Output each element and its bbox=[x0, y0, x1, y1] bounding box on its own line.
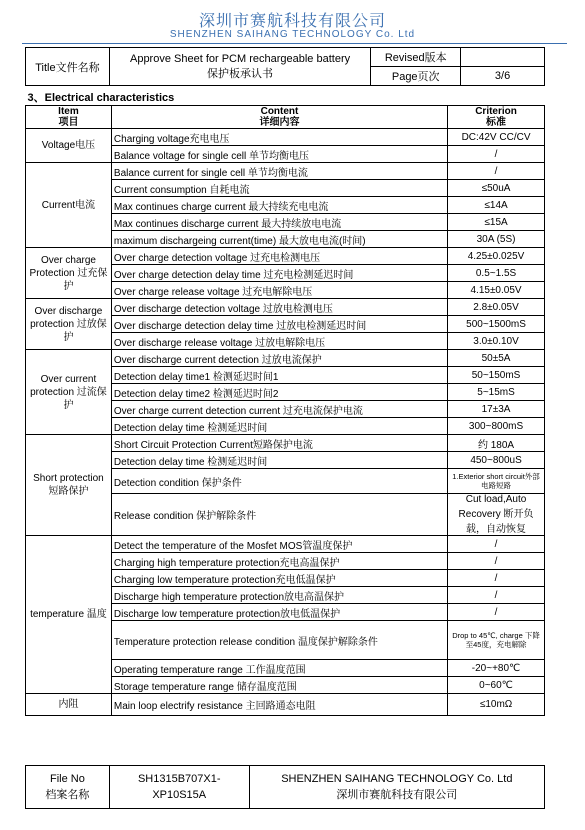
criterion-cell: / bbox=[448, 163, 545, 180]
content-cell: Charging high temperature protection充电高温保护 bbox=[111, 553, 447, 570]
criterion-cell: / bbox=[448, 570, 545, 587]
title-label: Title文件名称 bbox=[26, 48, 110, 86]
table-row bbox=[26, 350, 545, 367]
content-cell: Discharge high temperature protection放电高温保护 bbox=[111, 587, 447, 604]
electrical-characteristics-body bbox=[26, 129, 545, 716]
content-cell: Detection delay time1 检测延迟时间1 bbox=[111, 367, 447, 384]
section-title: 3、Electrical characteristics bbox=[26, 89, 545, 106]
content-cell: Short Circuit Protection Current短路保护电流 bbox=[111, 435, 447, 452]
criterion-cell: ≤14A bbox=[448, 197, 545, 214]
content-cell: Over charge detection delay time 过充电检测延迟时间 bbox=[111, 265, 447, 282]
electrical-characteristics-table bbox=[25, 89, 545, 716]
item-cell: Short protection 短路保护 bbox=[26, 435, 112, 536]
criterion-cell: 4.15±0.05V bbox=[448, 282, 545, 299]
criterion-cell: -20~+80℃ bbox=[448, 660, 545, 677]
content-cell: Main loop electrify resistance 主回路通态电阻 bbox=[111, 694, 447, 716]
content-cell: Release condition 保护解除条件 bbox=[111, 494, 447, 536]
content-cell: Current consumption 自耗电流 bbox=[111, 180, 447, 197]
title-value bbox=[109, 48, 370, 86]
criterion-cell: 500~1500mS bbox=[448, 316, 545, 333]
column-header-criterion: Criterion 标准 bbox=[448, 106, 545, 129]
criterion-cell: ≤10mΩ bbox=[448, 694, 545, 716]
criterion-cell: 450~800uS bbox=[448, 452, 545, 469]
header-divider bbox=[22, 43, 567, 44]
criterion-cell: Cut load,Auto Recovery 断开负载，自动恢复 bbox=[448, 494, 545, 536]
title-block bbox=[25, 47, 545, 86]
column-header-content: Content 详细内容 bbox=[111, 106, 447, 129]
table-row bbox=[26, 129, 545, 146]
criterion-cell: / bbox=[448, 553, 545, 570]
title-value-en: Approve Sheet for PCM rechargeable battery bbox=[129, 52, 351, 65]
table-row bbox=[26, 163, 545, 180]
criterion-cell: 0~60℃ bbox=[448, 677, 545, 694]
criterion-cell: ≤15A bbox=[448, 214, 545, 231]
content-cell: Detect the temperature of the Mosfet MOS管温度保护 bbox=[111, 536, 447, 553]
content-cell: Discharge low temperature protection放电低温保护 bbox=[111, 604, 447, 621]
criterion-cell: 30A (5S) bbox=[448, 231, 545, 248]
page-value: 3/6 bbox=[461, 67, 545, 86]
content-cell: Detection delay time 检测延迟时间 bbox=[111, 418, 447, 435]
content-cell: Over discharge current detection 过放电流保护 bbox=[111, 350, 447, 367]
table-row bbox=[26, 694, 545, 716]
footer-block bbox=[25, 765, 545, 809]
item-cell: Current电流 bbox=[26, 163, 112, 248]
table-row bbox=[26, 536, 545, 553]
criterion-cell: 1.Exterior short circuit外部电路短路 bbox=[448, 469, 545, 494]
criterion-cell: / bbox=[448, 536, 545, 553]
company-name-cn: 深圳市赛航科技有限公司 bbox=[198, 13, 386, 30]
item-cell: Over charge Protection 过充保护 bbox=[26, 248, 112, 299]
revised-label: Revised版本 bbox=[371, 48, 461, 67]
revised-value bbox=[461, 48, 545, 67]
criterion-cell: / bbox=[448, 146, 545, 163]
criterion-cell: Drop to 45℃, charge 下降至45度，充电解除 bbox=[448, 621, 545, 660]
content-cell: Balance voltage for single cell 单节均衡电压 bbox=[111, 146, 447, 163]
content-cell: Charging low temperature protection充电低温保护 bbox=[111, 570, 447, 587]
content-cell: Over charge release voltage 过充电解除电压 bbox=[111, 282, 447, 299]
content-cell: Detection condition 保护条件 bbox=[111, 469, 447, 494]
content-cell: Max continues charge current 最大持续充电电流 bbox=[111, 197, 447, 214]
content-cell: Detection delay time 检测延迟时间 bbox=[111, 452, 447, 469]
item-cell: temperature 温度 bbox=[26, 536, 112, 694]
content-cell: Over discharge release voltage 过放电解除电压 bbox=[111, 333, 447, 350]
criterion-cell: ≤50uA bbox=[448, 180, 545, 197]
criterion-cell: 5~15mS bbox=[448, 384, 545, 401]
content-cell: Balance current for single cell 单节均衡电流 bbox=[111, 163, 447, 180]
content-cell: Max continues discharge current 最大持续放电电流 bbox=[111, 214, 447, 231]
criterion-cell: 4.25±0.025V bbox=[448, 248, 545, 265]
criterion-cell: 300~800mS bbox=[448, 418, 545, 435]
company-name-en: SHENZHEN SAIHANG TECHNOLOGY Co. Ltd bbox=[169, 29, 416, 40]
content-cell: Over discharge detection voltage 过放电检测电压 bbox=[111, 299, 447, 316]
criterion-cell: 约 180A bbox=[448, 435, 545, 452]
criterion-cell: / bbox=[448, 587, 545, 604]
table-row bbox=[26, 435, 545, 452]
criterion-cell: 50±5A bbox=[448, 350, 545, 367]
criterion-cell: 50~150mS bbox=[448, 367, 545, 384]
content-cell: Over charge detection voltage 过充电检测电压 bbox=[111, 248, 447, 265]
item-cell: 内阻 bbox=[26, 694, 112, 716]
file-no-label: File No 档案名称 bbox=[26, 766, 110, 809]
content-cell: Charging voltage充电电压 bbox=[111, 129, 447, 146]
content-cell: Detection delay time2 检测延迟时间2 bbox=[111, 384, 447, 401]
footer-company: SHENZHEN SAIHANG TECHNOLOGY Co. Ltd 深圳市赛航科技有限公司 bbox=[249, 766, 544, 809]
criterion-cell: DC:42V CC/CV bbox=[448, 129, 545, 146]
content-cell: maximum dischargeing current(time) 最大放电电流(时间) bbox=[111, 231, 447, 248]
content-cell: Operating temperature range 工作温度范围 bbox=[111, 660, 447, 677]
column-header-item: Item 项目 bbox=[26, 106, 112, 129]
content-cell: Storage temperature range 储存温度范围 bbox=[111, 677, 447, 694]
content-cell: Over charge current detection current 过充电流保护电流 bbox=[111, 401, 447, 418]
criterion-cell: 2.8±0.05V bbox=[448, 299, 545, 316]
criterion-cell: 17±3A bbox=[448, 401, 545, 418]
table-row bbox=[26, 248, 545, 265]
table-row bbox=[26, 299, 545, 316]
item-cell: Over discharge protection 过放保护 bbox=[26, 299, 112, 350]
criterion-cell: / bbox=[448, 604, 545, 621]
file-no-value: SH1315B707X1- XP10S15A bbox=[109, 766, 249, 809]
item-cell: Over current protection 过流保护 bbox=[26, 350, 112, 435]
content-cell: Over discharge detection delay time 过放电检测延迟时间 bbox=[111, 316, 447, 333]
criterion-cell: 0.5~1.5S bbox=[448, 265, 545, 282]
criterion-cell: 3.0±0.10V bbox=[448, 333, 545, 350]
page-label: Page页次 bbox=[371, 67, 461, 86]
item-cell: Voltage电压 bbox=[26, 129, 112, 163]
title-value-cn: 保护板承认书 bbox=[207, 67, 274, 80]
content-cell: Temperature protection release condition 温度保护解除条件 bbox=[111, 621, 447, 660]
